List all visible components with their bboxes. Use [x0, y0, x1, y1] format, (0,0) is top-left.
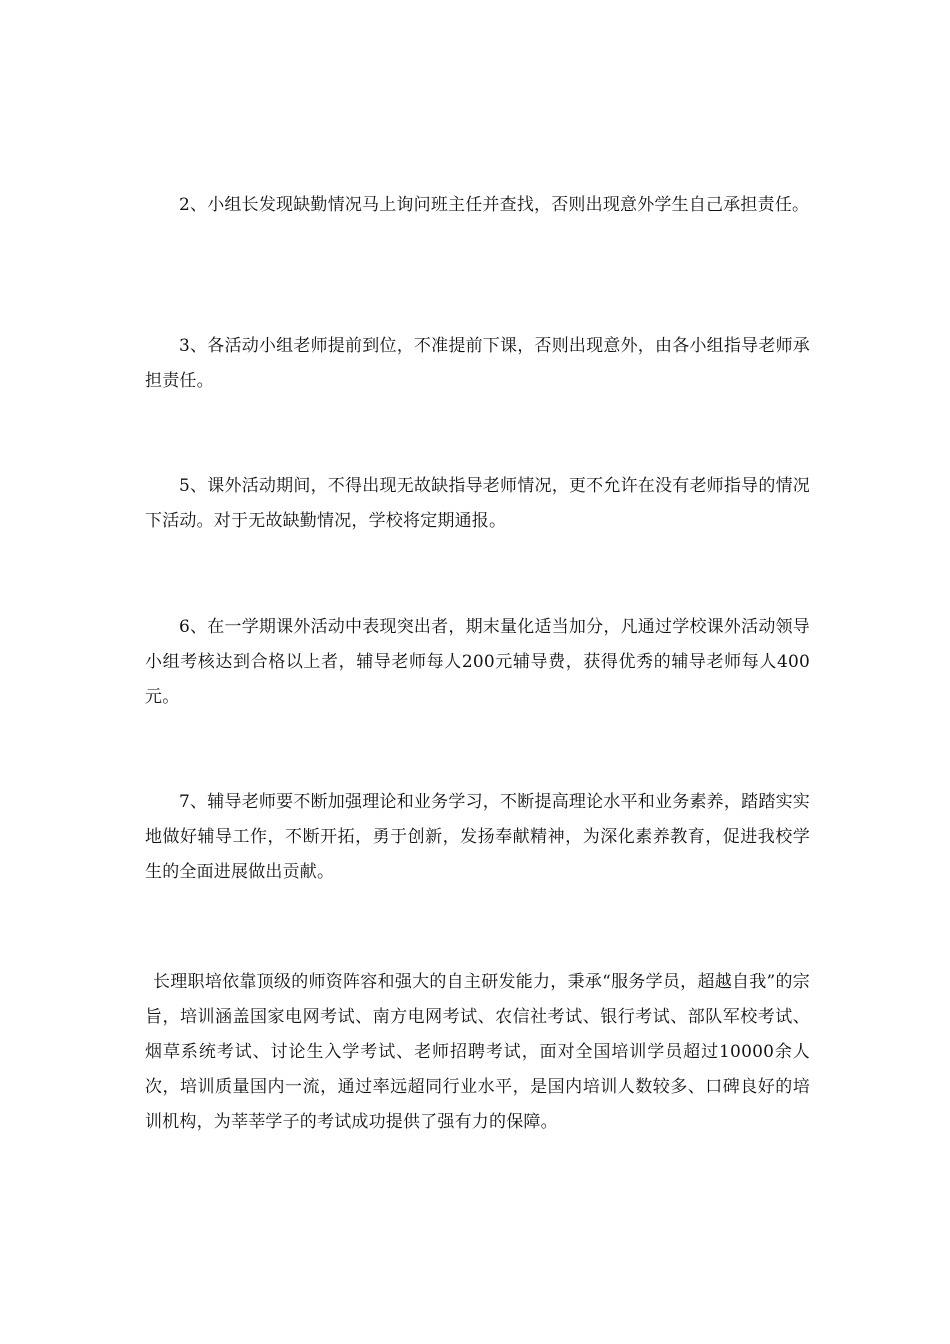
paragraph-rule-2: 2、小组长发现缺勤情况马上询问班主任并查找，否则出现意外学生自己承担责任。: [179, 195, 810, 215]
paragraph-rule-7: 7、辅导老师要不断加强理论和业务学习，不断提高理论水平和业务素养，踏踏实实地做好辅导工作，不断开拓，勇于创新，发扬奉献精神，为深化素养教育，促进我校学生的全面进展做出贡献。: [145, 792, 810, 882]
paragraph-rule-5: 5、课外活动期间，不得出现无故缺指导老师情况，更不允许在没有老师指导的情况下活动。对于无故缺勤情况，学校将定期通报。: [145, 476, 810, 531]
paragraph-rule-3: 3、各活动小组老师提前到位，不准提前下课，否则出现意外，由各小组指导老师承担责任。: [145, 336, 810, 391]
paragraph-promo: 长理职培依靠顶级的师资阵容和强大的自主研发能力，秉承“服务学员，超越自我”的宗旨，培训涵盖国家电网考试、南方电网考试、农信社考试、银行考试、部队军校考试、烟草系统考试、讨论生入学考试、老师招聘考试，面对全国培训学员超过10000余人次，培训质量国内一流，通过率远超同行业水平，是国内培训人数较多、口碑良好的培训机构，为莘莘学子的考试成功提供了强有力的保障。: [145, 972, 810, 1132]
paragraph-rule-6: 6、在一学期课外活动中表现突出者，期末量化适当加分，凡通过学校课外活动领导小组考核达到合格以上者，辅导老师每人200元辅导费，获得优秀的辅导老师每人400元。: [145, 617, 810, 707]
